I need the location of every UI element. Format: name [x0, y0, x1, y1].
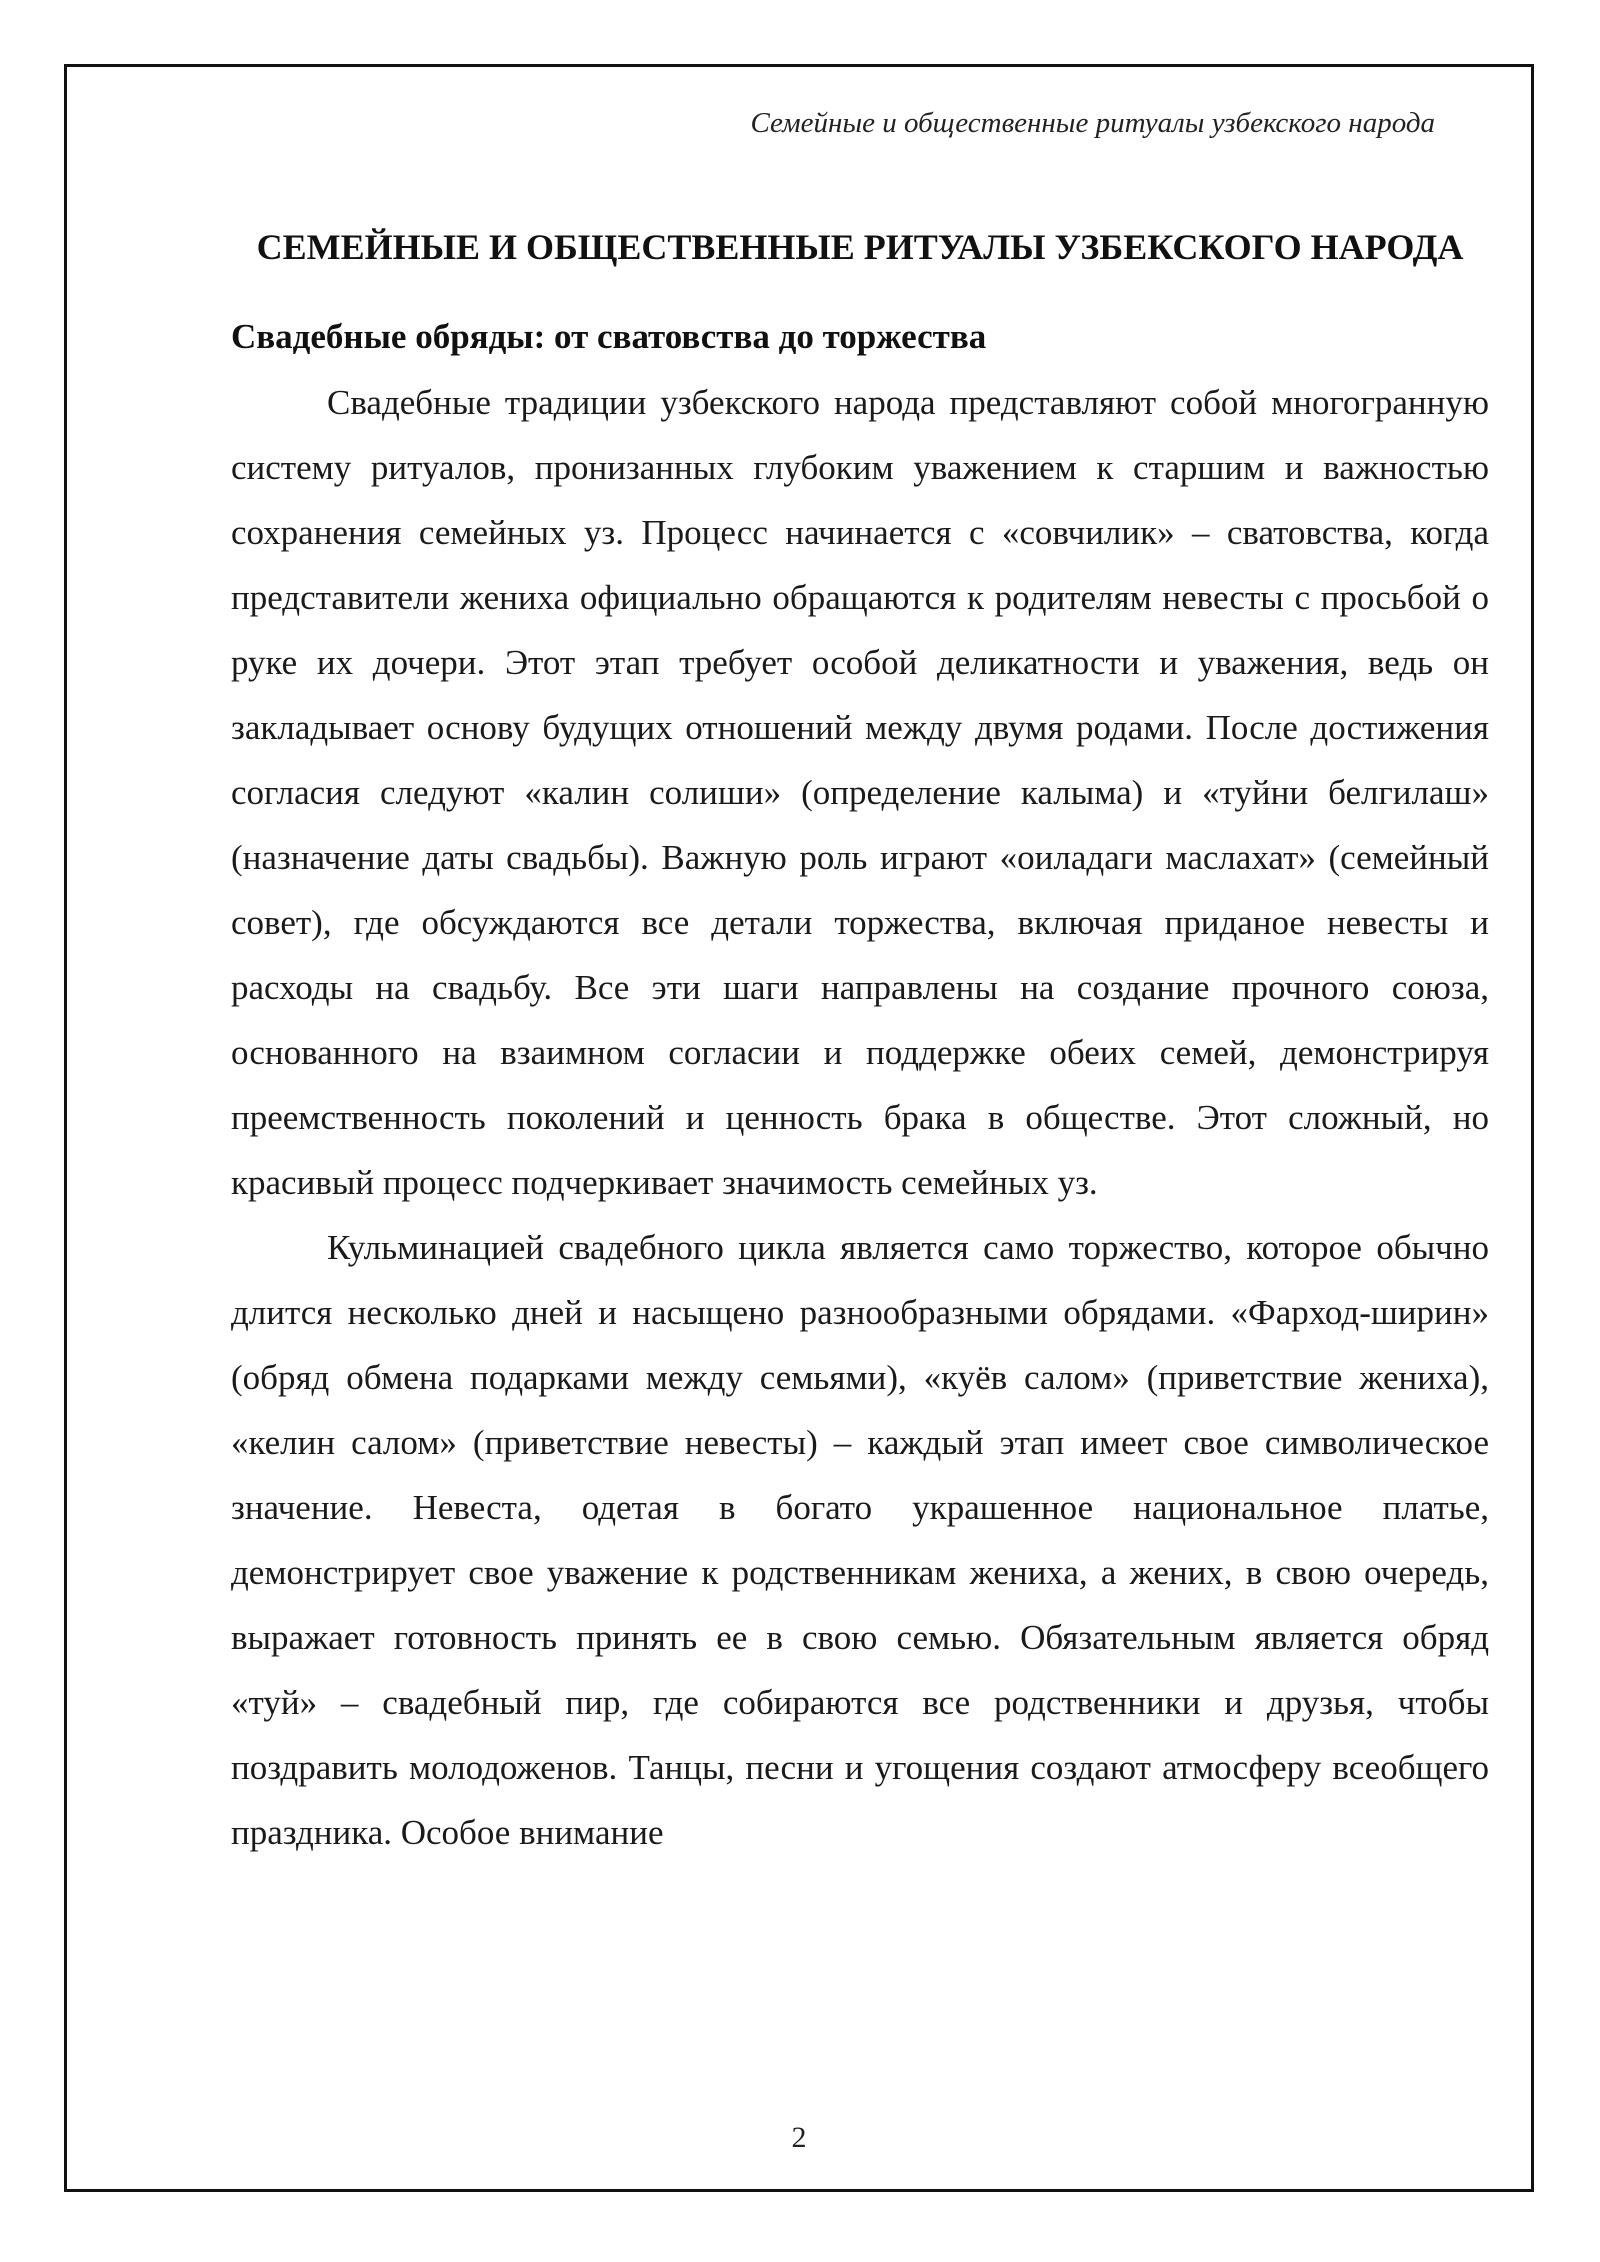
running-header: Семейные и общественные ритуалы узбекского народа	[750, 107, 1435, 139]
page-number: 2	[791, 2121, 807, 2154]
paragraph-1: Свадебные традиции узбекского народа представляют собой многогранную систему ритуалов, пронизанных глубоким уважением к старшим и важностью сохранения семейных уз. Процесс начинается с «совчилик» – сватовства, когда представители жениха официально обращаются к родителям невесты с просьбой о руке их дочери. Этот этап требует особой деликатности и уважения, ведь он закладывает основу будущих отношений между двумя родами. После достижения согласия следуют «калин солиши» (определение калыма) и «туйни белгилаш» (назначение даты свадьбы). Важную роль играют «оиладаги маслахат» (семейный совет), где обсуждаются все детали торжества, включая приданое невесты и расходы на свадьбу. Все эти шаги направлены на создание прочного союза, основанного на взаимном согласии и поддержке обеих семей, демонстрируя преемственность поколений и ценность брака в обществе. Этот сложный, но красивый процесс подчеркивает значимость семейных уз.	[231, 383, 1489, 1202]
section-heading: Свадебные обряды: от сватовства до торжества	[231, 317, 987, 356]
page-content	[231, 214, 1489, 1865]
document-title: СЕМЕЙНЫЕ И ОБЩЕСТВЕННЫЕ РИТУАЛЫ УЗБЕКСКОГО НАРОДА	[256, 227, 1464, 267]
paragraph-2: Кульминацией свадебного цикла является само торжество, которое обычно длится несколько дней и насыщено разнообразными обрядами. «Фарход-ширин» (обряд обмена подарками между семьями), «куёв салом» (приветствие жениха), «келин салом» (приветствие невесты) – каждый этап имеет свое символическое значение. Невеста, одетая в богато украшенное национальное платье, демонстрирует свое уважение к родственникам жениха, а жених, в свою очередь, выражает готовность принять ее в свою семью. Обязательным является обряд «туй» – свадебный пир, где собираются все родственники и друзья, чтобы поздравить молодоженов. Танцы, песни и угощения создают атмосферу всеобщего праздника. Особое внимание	[231, 1228, 1489, 1852]
page-frame	[64, 64, 1534, 2192]
